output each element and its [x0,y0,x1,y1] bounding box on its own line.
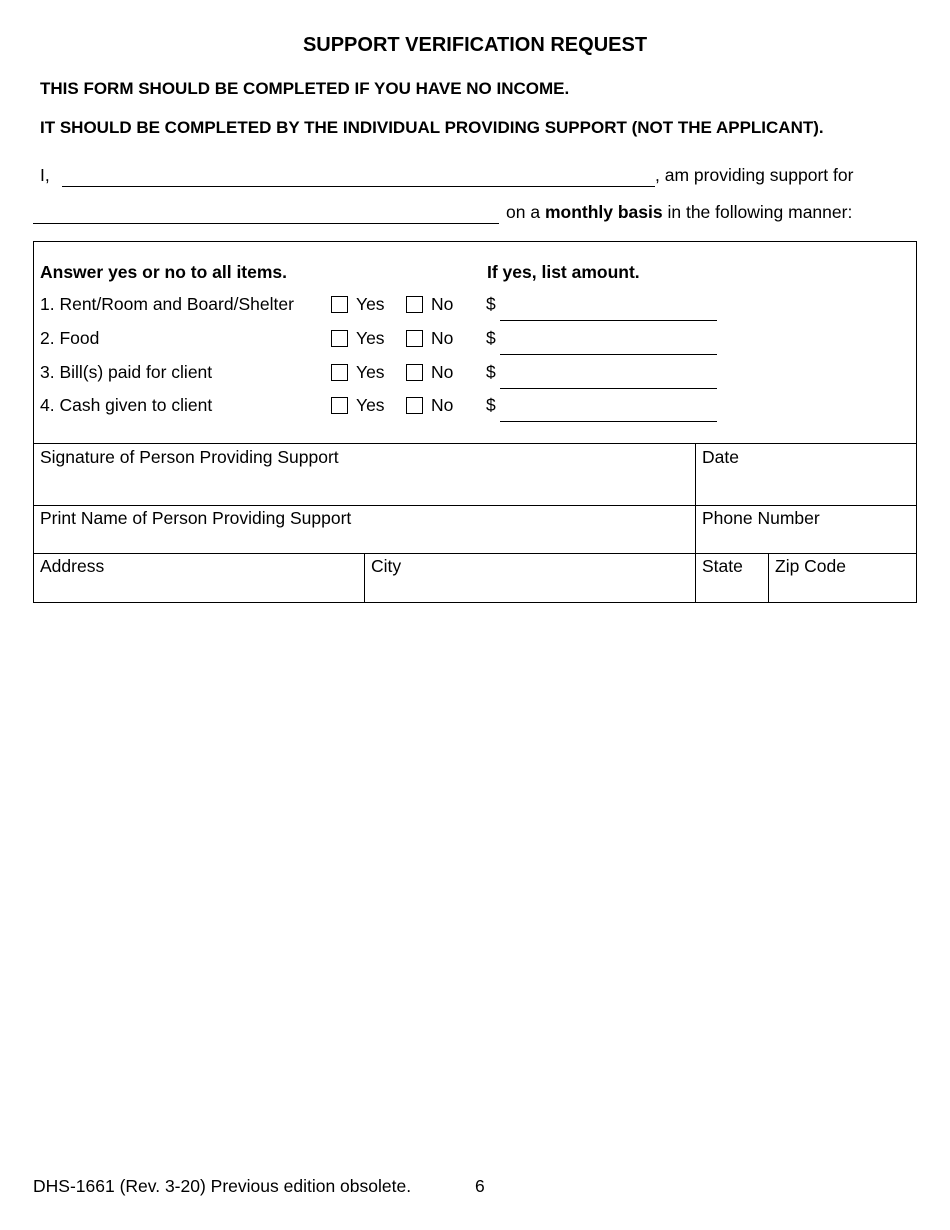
no-label: No [431,362,454,382]
notice-no-income: THIS FORM SHOULD BE COMPLETED IF YOU HAVE NO INCOME. [40,79,570,98]
rent-yes-checkbox[interactable] [331,296,348,313]
yes-label: Yes [356,294,385,314]
rent-amount-input[interactable] [500,298,717,321]
divider [33,553,917,554]
client-name-input[interactable] [33,203,499,224]
statement-manner: in the following manner: [667,202,853,222]
item-label-food: 2. Food [40,328,100,348]
date-label: Date [702,447,739,467]
page-number: 6 [475,1176,485,1196]
state-label: State [702,556,743,576]
statement-i-label: I, [40,165,50,185]
yes-label: Yes [356,395,385,415]
zip-label: Zip Code [775,556,847,576]
provider-name-input[interactable] [62,166,655,187]
food-amount-input[interactable] [500,332,717,355]
form-id: DHS-1661 (Rev. 3-20) Previous edition obsolete. [33,1176,412,1196]
statement-monthly-basis: monthly basis [544,202,663,222]
date-input[interactable] [702,474,907,498]
city-label: City [371,556,402,576]
yes-label: Yes [356,328,385,348]
no-label: No [431,395,454,415]
cash-no-checkbox[interactable] [406,397,423,414]
statement-on-a: on a [506,202,541,222]
items-header-answer: Answer yes or no to all items. [40,262,288,282]
signature-label: Signature of Person Providing Support [40,447,339,467]
signature-input[interactable] [40,474,685,498]
state-input[interactable] [702,578,762,598]
divider [33,443,917,444]
cash-amount-input[interactable] [500,399,717,422]
yes-label: Yes [356,362,385,382]
no-label: No [431,294,454,314]
food-yes-checkbox[interactable] [331,330,348,347]
cash-yes-checkbox[interactable] [331,397,348,414]
page-title: SUPPORT VERIFICATION REQUEST [302,34,648,56]
divider [33,505,917,506]
print-name-label: Print Name of Person Providing Support [40,508,352,528]
bills-amount-input[interactable] [500,366,717,389]
notice-completed-by: IT SHOULD BE COMPLETED BY THE INDIVIDUAL PROVIDING SUPPORT (NOT THE APPLICANT). [40,118,824,137]
address-input[interactable] [40,578,358,598]
statement-frequency [506,202,852,223]
food-no-checkbox[interactable] [406,330,423,347]
phone-label: Phone Number [702,508,820,528]
item-label-rent: 1. Rent/Room and Board/Shelter [40,294,294,314]
address-label: Address [40,556,105,576]
currency-symbol: $ [486,395,496,415]
zip-input[interactable] [775,578,910,598]
statement-providing-text: , am providing support for [655,165,854,185]
phone-input[interactable] [702,530,907,550]
currency-symbol: $ [486,362,496,382]
item-label-bills: 3. Bill(s) paid for client [40,362,213,382]
rent-no-checkbox[interactable] [406,296,423,313]
bills-yes-checkbox[interactable] [331,364,348,381]
city-input[interactable] [371,578,689,598]
currency-symbol: $ [486,294,496,314]
bills-no-checkbox[interactable] [406,364,423,381]
items-header-amount: If yes, list amount. [487,262,640,282]
print-name-input[interactable] [40,530,685,550]
divider [364,553,365,602]
no-label: No [431,328,454,348]
divider [768,553,769,602]
item-label-cash: 4. Cash given to client [40,395,213,415]
currency-symbol: $ [486,328,496,348]
divider [695,443,696,602]
